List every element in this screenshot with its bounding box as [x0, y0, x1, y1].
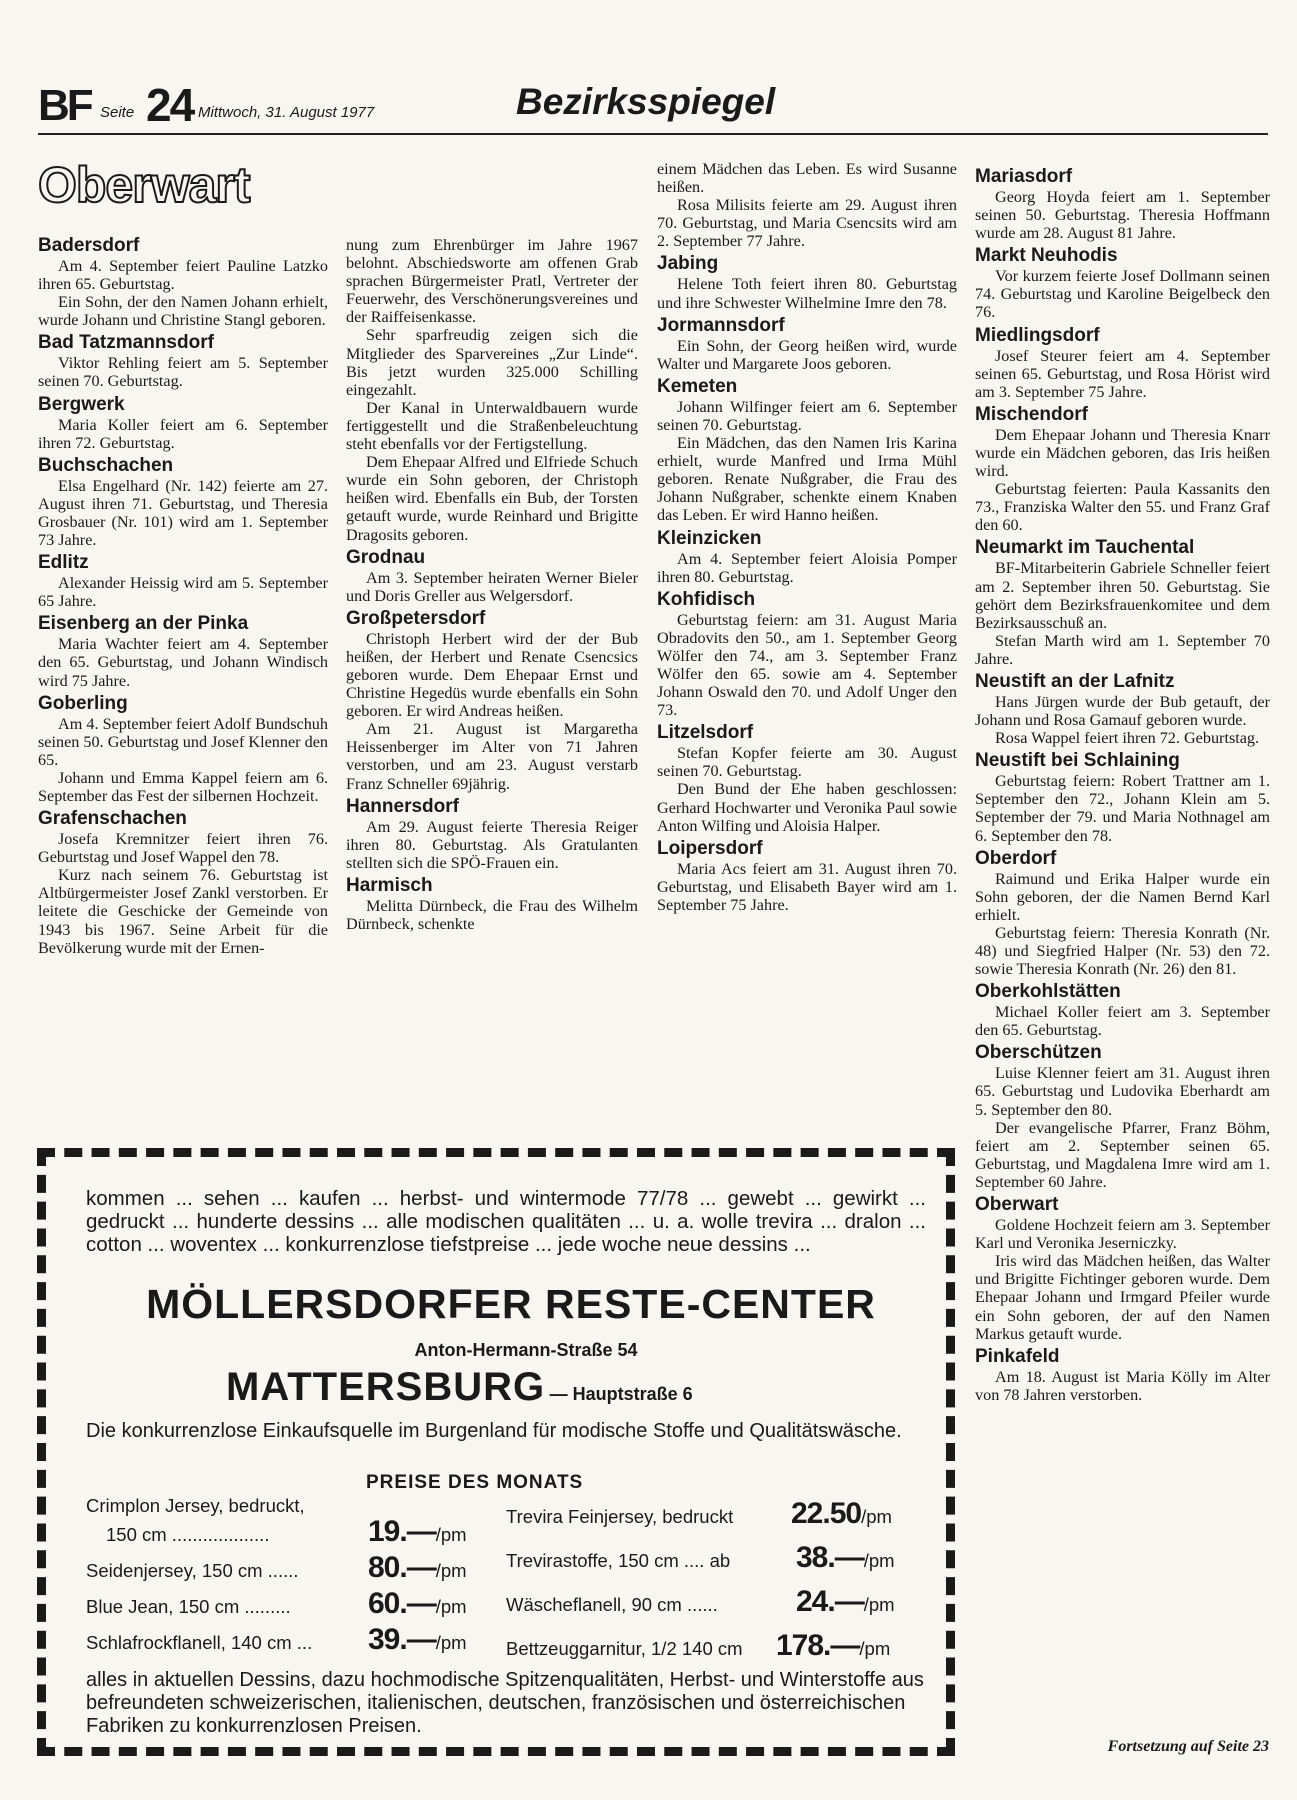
- news-paragraph: Goldene Hochzeit feiern am 3. September Karl und Veronika Jeserniczky.: [975, 1216, 1270, 1253]
- village-heading: Goberling: [38, 692, 128, 714]
- price-label: Crimplon Jersey, bedruckt,: [86, 1495, 305, 1516]
- news-paragraph: Maria Koller feiert am 6. September ihren 72. Geburtstag.: [38, 415, 328, 452]
- village-heading: Eisenberg an der Pinka: [38, 613, 249, 635]
- price-list-right: [506, 1497, 926, 1673]
- village-heading: Litzelsdorf: [657, 722, 754, 744]
- news-paragraph: Georg Hoyda feiert am 1. September seinen 50. Geburtstag. Theresia Hoffmann wurde am 28. August 81 Jahre.: [975, 188, 1270, 243]
- village-heading: Jabing: [657, 253, 719, 275]
- price-value: 19.—: [368, 1515, 436, 1548]
- village-heading: Badersdorf: [38, 235, 140, 256]
- village-heading: Grodnau: [346, 546, 426, 568]
- price-label: Seidenjersey, 150 cm ......: [86, 1560, 299, 1581]
- village-heading: Harmisch: [346, 874, 433, 896]
- village-heading: Kemeten: [657, 375, 738, 397]
- news-paragraph: Den Bund der Ehe haben geschlossen: Gerhard Hochwarter und Veronika Paul sowie Anton Wilfing und Aloisia Halper.: [657, 780, 957, 835]
- price-list-left: [86, 1495, 467, 1659]
- price-row: [506, 1585, 926, 1629]
- advertisement-box: [37, 1148, 955, 1756]
- news-paragraph: Helene Toth feiert ihren 80. Geburtstag und ihre Schwester Wilhelmine Imre den 78.: [657, 275, 957, 312]
- price-row: [506, 1541, 926, 1585]
- price-label: Schlafrockflanell, 140 cm ...: [86, 1632, 313, 1653]
- page-number: 24: [146, 79, 194, 131]
- ad-description: Die konkurrenzlose Einkaufsquelle im Burgenland für modische Stoffe und Qualitätswäsche.: [86, 1420, 902, 1442]
- news-paragraph: Elsa Engelhard (Nr. 142) feierte am 27. August ihren 71. Geburtstag, und Theresia Grosbauer (Nr. 101) wird am 1. September 73 Jahre.: [38, 476, 328, 550]
- village-heading: Pinkafeld: [975, 1345, 1060, 1367]
- news-paragraph: Kurz nach seinem 76. Geburtstag ist Altbürgermeister Josef Zankl verstorben. Er leitete die Geschicke der Gemeinde von 1943 bis 1967. Seine Arbeit für die Bevölkerung wurde mit der Ernen-: [38, 866, 328, 957]
- news-paragraph: Am 18. August ist Maria Kölly im Alter von 78 Jahren verstorben.: [975, 1367, 1270, 1404]
- price-row: [506, 1497, 926, 1541]
- news-paragraph: Michael Koller feiert am 3. September den 65. Geburtstag.: [975, 1003, 1270, 1040]
- news-paragraph: Rosa Milisits feierte am 29. August ihren 70. Geburtstag, und Maria Csencsits wird am 2. September 77 Jahre.: [657, 196, 957, 251]
- price-unit: /pm: [859, 1638, 891, 1659]
- column-2: [346, 236, 638, 933]
- news-paragraph: Am 4. September feiert Pauline Latzko ihren 65. Geburtstag.: [38, 257, 328, 294]
- price-label: Trevira Feinjersey, bedruckt: [506, 1506, 734, 1527]
- village-heading: Mischendorf: [975, 403, 1088, 425]
- news-paragraph: Maria Wachter feiert am 4. September den 65. Geburtstag, und Johann Windisch wird 75 Jahre.: [38, 635, 328, 690]
- news-paragraph: Hans Jürgen wurde der Bub getauft, der Johann und Rosa Gamauf geboren wurde.: [975, 692, 1270, 730]
- village-heading: Buchschachen: [38, 454, 174, 476]
- news-paragraph: Alexander Heissig wird am 5. September 65 Jahre.: [38, 574, 328, 611]
- news-paragraph: Stefan Marth wird am 1. September 70 Jahre.: [975, 631, 1270, 668]
- news-paragraph: Der evangelische Pfarrer, Franz Böhm, feiert am 2. September seinen 65. Geburtstag, und Magdalena Imre wird am 1. September 60 Jahre.: [975, 1118, 1270, 1191]
- price-label-2: 150 cm ...................: [106, 1524, 270, 1545]
- price-row: [506, 1629, 926, 1673]
- village-heading: Kleinzicken: [657, 527, 762, 549]
- news-paragraph: Josef Steurer feiert am 4. September seinen 65. Geburtstag, und Rosa Hörist wird am 3. September 75 Jahre.: [975, 346, 1270, 401]
- village-heading: Jormannsdorf: [657, 314, 785, 336]
- news-paragraph: Johann Wilfinger feiert am 6. September seinen 70. Geburtstag.: [657, 397, 957, 434]
- ad-store-name: MÖLLERSDORFER RESTE-CENTER: [146, 1281, 876, 1327]
- price-unit: /pm: [863, 1594, 895, 1615]
- news-paragraph: Geburtstag feierten: Paula Kassanits den 73., Franziska Walter den 55. und Franz Graf den 60.: [975, 480, 1270, 535]
- price-row: [86, 1495, 456, 1515]
- news-paragraph: Ein Sohn, der den Namen Johann erhielt, wurde Johann und Christine Stangl geboren.: [38, 293, 328, 330]
- price-unit: /pm: [435, 1596, 467, 1617]
- news-paragraph: Ein Mädchen, das den Namen Iris Karina erhielt, wurde Manfred und Irma Mühl geboren. Renate Nußgraber, die Frau des Johann Nußgraber, schenkte einem Knaben das Leben. Er wird Hanno heißen.: [657, 434, 957, 525]
- price-row: [86, 1515, 467, 1551]
- news-paragraph: Christoph Herbert wird der der Bub heißen, der Herbert und Renate Csencsics geboren wurde. Dem Ehepaar Ernst und Christine Hegedüs wurde ebenfalls ein Sohn geboren. Er wird Andreas heißen.: [346, 629, 638, 721]
- village-heading: Grafenschachen: [38, 808, 187, 830]
- price-value: 178.—: [776, 1629, 860, 1662]
- price-value: 60.—: [368, 1587, 436, 1620]
- news-paragraph: nung zum Ehrenbürger im Jahre 1967 belohnt. Abschiedsworte am offenen Grab sprachen Bürgermeister Pratl, Vertreter der Feuerwehr, des Verschönerungsvereines und der Raiffeisenkasse.: [346, 236, 638, 327]
- column-3: [657, 160, 957, 914]
- village-heading: Oberkohlstätten: [975, 981, 1121, 1003]
- price-row: [86, 1587, 467, 1623]
- news-paragraph: Raimund und Erika Halper wurde ein Sohn geboren, der die Namen Bernd Karl erhielt.: [975, 869, 1270, 924]
- village-heading: Bergwerk: [38, 393, 125, 415]
- ad-footer-text: alles in aktuellen Dessins, dazu hochmodische Spitzenqualitäten, Herbst- und Winterstoffe aus befreundeten schweizerischen, italienischen, deutschen, französischen und österreichischen Fabriken zu konkurrenzlosen Preisen.: [86, 1669, 924, 1737]
- price-unit: /pm: [435, 1632, 467, 1653]
- village-heading: Neustift an der Lafnitz: [975, 670, 1175, 692]
- bf-logo: BF: [38, 81, 91, 130]
- village-heading: Kohfidisch: [657, 588, 756, 610]
- news-paragraph: Dem Ehepaar Johann und Theresia Knarr wurde ein Mädchen geboren, das Iris heißen wird.: [975, 425, 1270, 481]
- village-heading: Edlitz: [38, 552, 89, 574]
- news-paragraph: Der Kanal in Unterwaldbauern wurde fertiggestellt und die Straßenbeleuchtung steht ebenfalls vor der Fertigstellung.: [346, 398, 638, 454]
- news-paragraph: Sehr sparfreudig zeigen sich die Mitglieder des Sparvereines „Zur Linde“. Bis jetzt wurden 325.000 Schilling eingezahlt.: [346, 326, 638, 399]
- village-heading: Oberwart: [975, 1194, 1059, 1216]
- village-heading: Loipersdorf: [657, 837, 763, 859]
- village-heading: Neustift bei Schlaining: [975, 750, 1180, 772]
- news-paragraph: Iris wird das Mädchen heißen, das Walter und Brigitte Fichtinger geboren wurde. Dem Ehepaar Johann und Irmgard Pfeiler wurde ein Sohn geboren, der auf den Namen Markus getauft wurde.: [975, 1252, 1270, 1343]
- news-paragraph: Dem Ehepaar Alfred und Elfriede Schuch wurde ein Sohn geboren, der Christoph heißen wird. Ebenfalls ein Bub, der Torsten getauft wurde, wurde Reinhard und Brigitte Dragosits geboren.: [346, 453, 638, 544]
- price-value: 38.—: [796, 1541, 864, 1574]
- news-paragraph: Ein Sohn, der Georg heißen wird, wurde Walter und Margarete Joos geboren.: [657, 336, 957, 373]
- news-paragraph: Stefan Kopfer feierte am 30. August seinen 70. Geburtstag.: [657, 744, 957, 781]
- price-unit: /pm: [863, 1550, 895, 1571]
- village-heading: Miedlingsdorf: [975, 324, 1100, 346]
- ad-street: Anton-Hermann-Straße 54: [414, 1340, 638, 1360]
- village-heading: Großpetersdorf: [346, 607, 486, 629]
- issue-date: Mittwoch, 31. August 1977: [198, 104, 375, 121]
- news-paragraph: Am 4. September feiert Aloisia Pomper ihren 80. Geburtstag.: [657, 549, 957, 586]
- news-paragraph: Am 21. August ist Margaretha Heissenberger im Alter von 71 Jahren verstorben, und am 23. August verstarb Franz Schneller 69jährig.: [346, 720, 638, 793]
- news-paragraph: Maria Acs feiert am 31. August ihren 70. Geburtstag, und Elisabeth Bayer wird am 1. September 75 Jahre.: [657, 859, 957, 914]
- news-paragraph: Am 4. September feiert Adolf Bundschuh seinen 50. Geburtstag und Josef Klenner den 65.: [38, 714, 328, 769]
- price-unit: /pm: [435, 1524, 467, 1545]
- price-value: 39.—: [368, 1623, 436, 1656]
- ad-city-line: [226, 1365, 693, 1410]
- header-rule: [38, 133, 1268, 135]
- price-label: Trevirastoffe, 150 cm .... ab: [506, 1550, 731, 1571]
- price-value: 24.—: [796, 1585, 864, 1618]
- price-label: Bettzeuggarnitur, 1/2 140 cm: [506, 1638, 743, 1659]
- news-paragraph: Geburtstag feiern: am 31. August Maria Obradovits den 50., am 1. September Georg Wölfer den 74., am 3. September Franz Wölfer den 65. sowie am 4. September Johann Oswald den 70. und Adolf Unger den 73.: [657, 610, 957, 720]
- price-label: Wäscheflanell, 90 cm ......: [506, 1594, 718, 1615]
- village-heading: Neumarkt im Tauchental: [975, 537, 1195, 559]
- price-row: [86, 1623, 467, 1659]
- continuation-note: Fortsetzung auf Seite 23: [1107, 1738, 1269, 1755]
- price-value: 22.50: [791, 1497, 862, 1530]
- section-title-bezirksspiegel: Bezirksspiegel: [516, 81, 776, 122]
- village-heading: Oberdorf: [975, 847, 1057, 869]
- price-unit: /pm: [435, 1560, 467, 1581]
- column-1: [38, 232, 328, 957]
- news-paragraph: Am 29. August feierte Theresia Reiger ihren 80. Geburtstag. Als Gratulanten stellten sich die SPÖ-Frauen ein.: [346, 817, 638, 872]
- news-paragraph: Geburtstag feiern: Robert Trattner am 1. September den 72., Johann Klein am 5. September der 79. und Maria Nothnagel am 6. September den 78.: [975, 772, 1270, 845]
- price-unit: /pm: [861, 1506, 892, 1527]
- ad-city: MATTERSBURG: [226, 1365, 546, 1409]
- ad-month-title: PREISE DES MONATS: [366, 1472, 584, 1493]
- price-row: [86, 1551, 467, 1587]
- price-label: Blue Jean, 150 cm .........: [86, 1596, 291, 1617]
- news-paragraph: Vor kurzem feierte Josef Dollmann seinen 74. Geburtstag und Karoline Beigelbeck den 76.: [975, 267, 1270, 322]
- ad-intro: kommen ... sehen ... kaufen ... herbst- und wintermode 77/78 ... gewebt ... gewirkt ... gedruckt ... hunderte dessins ... alle modischen qualitäten ... u. a. wolle trevira ... dralon ... cotton ... woventex ... konkurrenzlose tiefstpreise ... jede woche neue dessins ...: [86, 1187, 926, 1256]
- news-paragraph: Rosa Wappel feiert ihren 72. Geburtstag.: [995, 729, 1260, 748]
- village-heading: Oberschützen: [975, 1042, 1102, 1064]
- news-paragraph: Johann und Emma Kappel feiern am 6. September das Fest der silbernen Hochzeit.: [38, 768, 328, 805]
- village-heading: Bad Tatzmannsdorf: [38, 332, 214, 354]
- news-paragraph: Geburtstag feiern: Theresia Konrath (Nr. 48) und Siegfried Halper (Nr. 53) den 72. sowie Theresia Konrath (Nr. 26) den 81.: [975, 923, 1270, 979]
- news-paragraph: Viktor Rehling feiert am 5. September seinen 70. Geburtstag.: [38, 354, 328, 391]
- village-heading: Mariasdorf: [975, 166, 1073, 187]
- seite-label: Seite: [100, 104, 135, 121]
- region-title: Oberwart: [38, 157, 250, 213]
- news-paragraph: einem Mädchen das Leben. Es wird Susanne heißen.: [657, 160, 957, 197]
- news-paragraph: Luise Klenner feiert am 31. August ihren 65. Geburtstag und Ludovika Eberhardt am 5. September den 80.: [975, 1064, 1270, 1119]
- news-paragraph: Josefa Kremnitzer feiert ihren 76. Geburtstag und Josef Wappel den 78.: [38, 830, 328, 867]
- news-paragraph: Melitta Dürnbeck, die Frau des Wilhelm Dürnbeck, schenkte: [346, 896, 638, 933]
- column-4: [975, 163, 1270, 1404]
- village-heading: Markt Neuhodis: [975, 245, 1118, 267]
- village-heading: Hannersdorf: [346, 795, 459, 817]
- news-paragraph: BF-Mitarbeiterin Gabriele Schneller feiert am 2. September ihren 50. Geburtstag. Sie gehört dem Bezirksfrauenkomitee und dem Bezirksausschuß an.: [975, 559, 1270, 632]
- news-paragraph: Am 3. September heiraten Werner Bieler und Doris Greller aus Welgersdorf.: [346, 568, 638, 605]
- ad-city-address: — Hauptstraße 6: [549, 1384, 693, 1404]
- price-value: 80.—: [368, 1551, 436, 1584]
